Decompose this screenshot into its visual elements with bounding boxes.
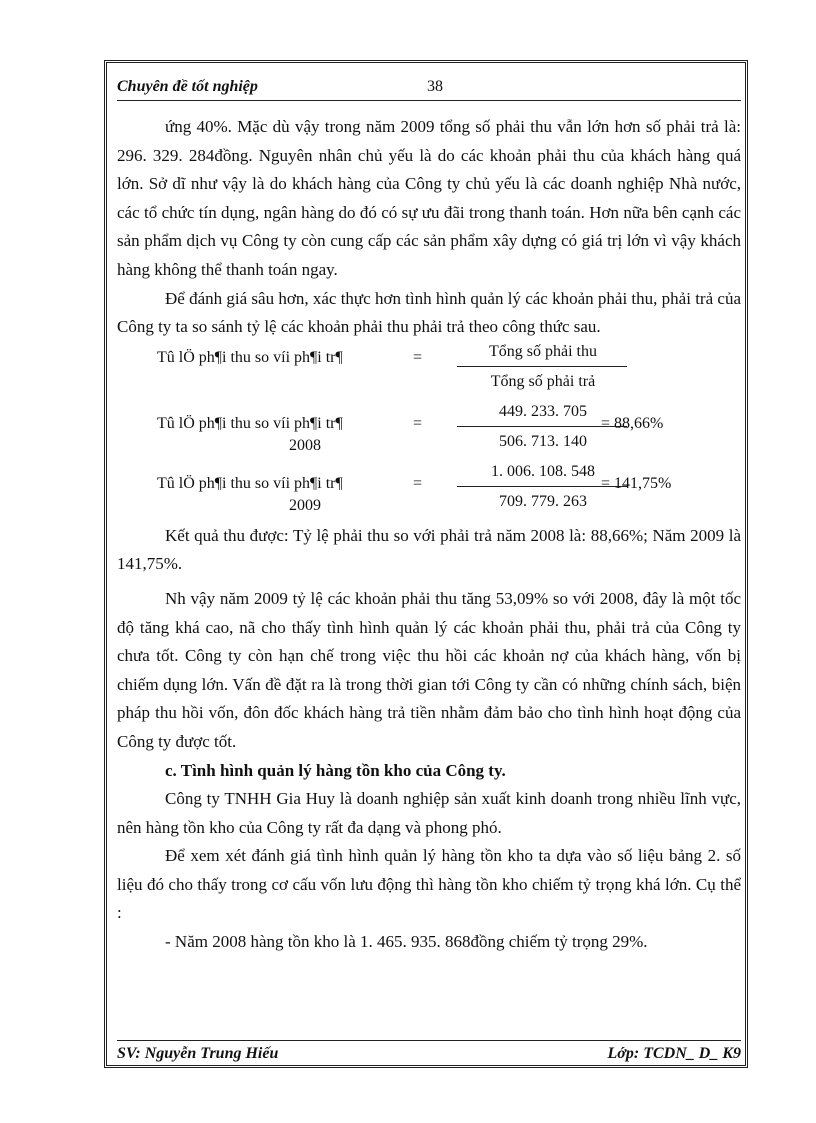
formula-2008 — [117, 402, 741, 462]
formula-general — [117, 342, 741, 402]
paragraph-inventory: Để xem xét đánh giá tình hình quản lý hàng tồn kho ta dựa vào số liệu bảng 2. số liệu đó cho thấy trong cơ cấu vốn lưu động thì hàng tồn kho chiếm tỷ trọng khá lớn. Cụ thể : — [117, 846, 741, 923]
page-header — [117, 78, 741, 101]
formula-year: 2008 — [289, 436, 321, 454]
formula-2009 — [117, 462, 741, 522]
formula-numerator: 449. 233. 705 — [499, 402, 587, 420]
paragraph-intro-formula: Để đánh giá sâu hơn, xác thực hơn tình hình quản lý các khoản phải thu, phải trả của Công ty ta so sánh tỷ lệ các khoản phải thu phải trả theo công thức sau. — [117, 288, 741, 337]
section-heading: c. Tình hình quản lý hàng tồn kho của Công ty. — [165, 760, 506, 780]
paragraph-company: Công ty TNHH Gia Huy là doanh nghiệp sản xuất kinh doanh trong nhiều lĩnh vực, nên hàng tồn kho của Công ty rất đa dạng và phong phó. — [117, 789, 741, 837]
header-title: Chuyên đề tốt nghiệp — [117, 78, 258, 95]
paragraph-result: Kết quả thu được: Tỷ lệ phải thu so với phải trả năm 2008 là: 88,66%; Năm 2009 là 141,75%. — [117, 525, 741, 574]
fraction-bar — [457, 366, 627, 367]
formula-equals: = — [413, 474, 423, 492]
paragraph-continued: ứng 40%. Mặc dù vậy trong năm 2009 tổng số phải thu vẫn lớn hơn số phải trả là: 296. 329. 284đồng. Nguyên nhân chủ yếu là do các khoản phải thu của khách hàng quá lớn. Sở dĩ như vậy là do khách hàng của Công ty chủ yếu là các doanh nghiệp Nhà nước, các tổ chức tín dụng, ngân hàng do đó có sự ưu đãi trong thanh toán. Hơn nữa bên cạnh các sản phẩm dịch vụ Công ty còn cung cấp các sản phẩm xây dựng có giá trị lớn vì vậy khách hàng không thể thanh toán ngay. — [117, 117, 741, 279]
formula-result: = 88,66% — [601, 414, 664, 432]
footer-class: Lớp: TCDN_ D_ K9 — [607, 1045, 741, 1062]
page-footer — [117, 1040, 741, 1065]
footer-student: SV: Nguyễn Trung Hiếu — [117, 1045, 279, 1062]
formula-denominator: 506. 713. 140 — [499, 432, 587, 450]
page-content — [117, 113, 741, 957]
formula-label: Tû lÖ ph¶i thu so víi ph¶i tr¶ — [157, 474, 343, 492]
formula-denominator: 709. 779. 263 — [499, 492, 587, 510]
formula-equals: = — [413, 414, 423, 432]
paragraph-analysis: Nh vậy năm 2009 tỷ lệ các khoản phải thu tăng 53,09% so với 2008, đây là một tốc độ tăng khá cao, nã cho thấy tình hình quản lý các khoản phải thu, phải trả của Công ty chưa tốt. Công ty còn hạn chế trong việc thu hồi các khoản nợ của khách hàng, vốn bị chiếm dụng lớn. Vấn đề đặt ra là trong thời gian tới Công ty cần có những chính sách, biện pháp thu hồi vốn, đôn đốc khách hàng trả tiền nhằm đảm bảo cho tình hình hoạt động của Công ty được tốt. — [117, 588, 741, 751]
formula-label: Tû lÖ ph¶i thu so víi ph¶i tr¶ — [157, 348, 343, 366]
formula-numerator: Tổng số phải thu — [489, 342, 597, 360]
formula-numerator: 1. 006. 108. 548 — [491, 462, 595, 480]
formula-year: 2009 — [289, 496, 321, 514]
bullet-2008: - Năm 2008 hàng tồn kho là 1. 465. 935. 868đồng chiếm tỷ trọng 29%. — [165, 932, 648, 952]
formula-equals: = — [413, 348, 423, 366]
formula-denominator: Tổng số phải trả — [490, 372, 596, 390]
formula-result: = 141,75% — [601, 474, 672, 492]
page-number: 38 — [427, 78, 443, 95]
formula-label: Tû lÖ ph¶i thu so víi ph¶i tr¶ — [157, 414, 343, 432]
